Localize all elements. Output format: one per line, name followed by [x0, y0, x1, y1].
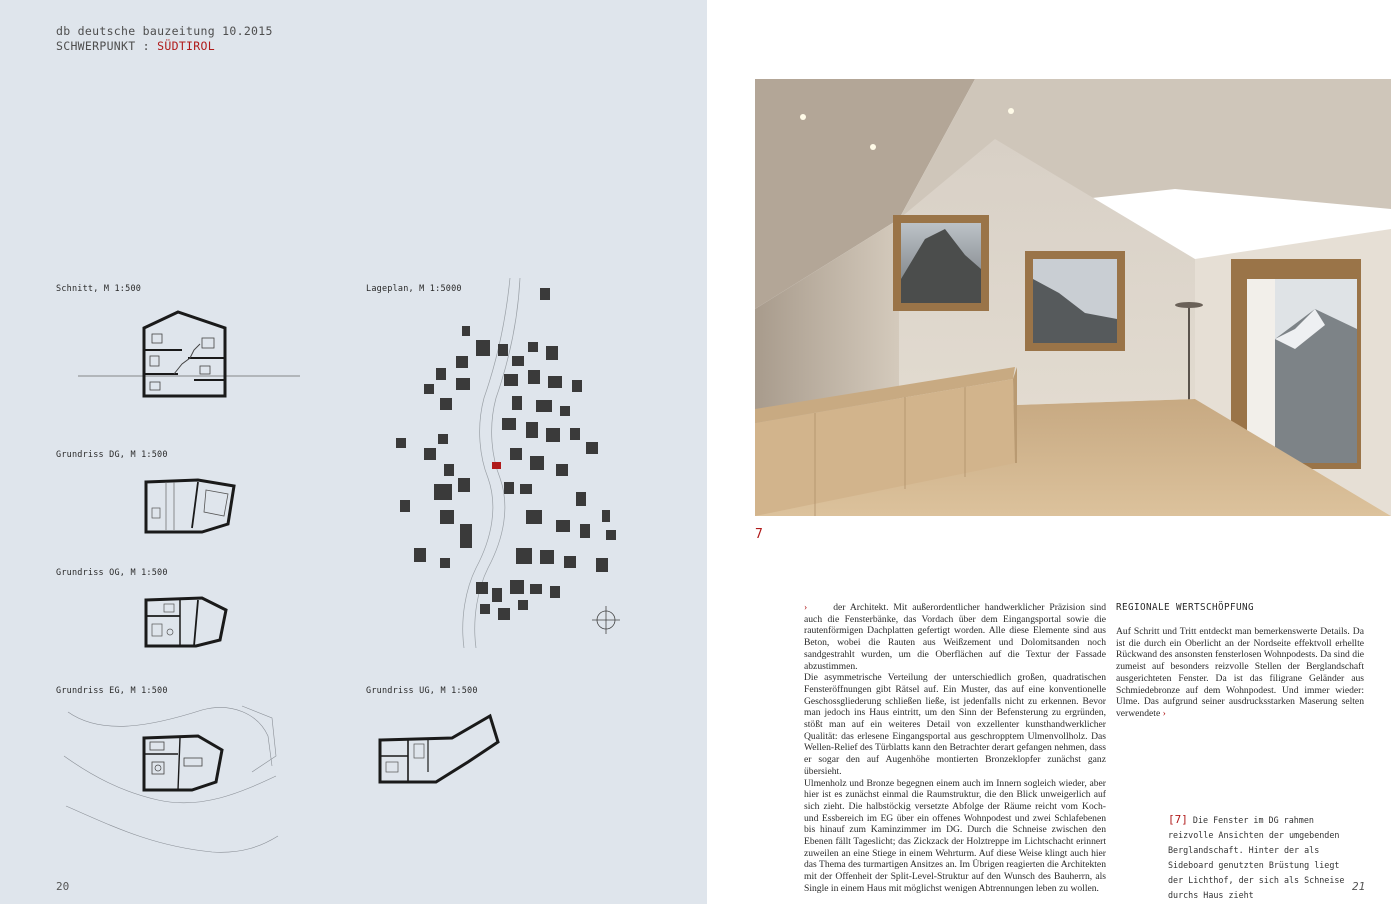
- schnitt-label: Schnitt, M 1:500: [56, 284, 142, 294]
- publication-line: db deutsche bauzeitung 10.2015: [56, 24, 273, 38]
- grundriss-eg-label: Grundriss EG, M 1:500: [56, 686, 168, 696]
- figure-caption: [1168, 812, 1346, 903]
- grundriss-ug-label: Grundriss UG, M 1:500: [366, 686, 478, 696]
- section-line: [56, 39, 273, 54]
- running-header: [56, 24, 273, 54]
- section-label: SCHWERPUNKT :: [56, 39, 150, 53]
- site-plan-drawing: [380, 278, 640, 658]
- paragraph-2: Die asymmetrische Verteilung der unterschiedlich großen, quadratischen Fensteröffnungen gibt Rätsel auf. Ein Muster, das auf eine konventionelle Geschossgliederung schließen ließe, ist jedenfalls nicht zu erkennen. Bevor man jedoch ins Haus eintritt, um den Sinn der Befensterung zu ergründen, stößt man auf ein weiteres Detail von exzellenter kunsthandwerklicher Qualität: das erlesene Eingangsportal aus geschropptem Ulmenvollholz. Das Wellen-Relief des Türblatts kann den Betrachter derart gefangen nehmen, dass er sogar den auf Augenhöhe montierten Bronzeklopfer zunächst ganz übersieht.: [804, 672, 1106, 777]
- article-column-1: [804, 602, 1106, 895]
- grundriss-og-label: Grundriss OG, M 1:500: [56, 568, 168, 578]
- floorplan-dg-drawing: [136, 472, 240, 544]
- end-mark: ›: [1162, 707, 1166, 719]
- page-number-left: 20: [56, 880, 70, 893]
- paragraph-1-text: der Architekt. Mit außerordentlicher handwerklicher Präzision sind auch die Fensterbänke, das Vordach über dem Eingangsportal sowie die rautenförmigen Dachplatten gefertigt worden. Alle diese Elemente sind aus Beton, wobei die Rauten aus Weißzement und Dolomitsanden noch sandgestrahlt wurden, um die Oberflächen auf die Textur der Fassade abzustimmen.: [804, 602, 1106, 672]
- interior-photo: [755, 79, 1391, 516]
- figure-number: 7: [755, 527, 763, 542]
- page-number-right: 21: [1352, 880, 1366, 893]
- section-drawing: [78, 310, 302, 410]
- lageplan-label: Lageplan, M 1:5000: [366, 284, 462, 294]
- paragraph-col2: [1116, 626, 1364, 720]
- floorplan-og-drawing: [136, 592, 240, 654]
- grundriss-dg-label: Grundriss DG, M 1:500: [56, 450, 168, 460]
- section-heading: REGIONALE WERTSCHÖPFUNG: [1116, 602, 1254, 613]
- caption-ref: [7]: [1168, 813, 1188, 826]
- floorplan-eg-drawing: [62, 696, 282, 876]
- caption-text: Die Fenster im DG rahmen reizvolle Ansichten der umgebenden Berglandschaft. Hinter der als Sideboard genutzten Brüstung liegt der Lichthof, der sich als Schneise durchs Haus zieht: [1168, 815, 1345, 900]
- paragraph-1: [804, 602, 1106, 672]
- article-column-2: [1116, 626, 1364, 720]
- paragraph-col2-text: Auf Schritt und Tritt entdeckt man bemerkenswerte Details. Da ist die durch ein Oberlicht an der Nordseite effektvoll erhellte Rückwand des ansonsten fensterlosen Wohnpodests. Da sind die zumeist auf besonders reizvolle Stellen der Berglandschaft ausgerichteten Fenster. Da ist das filigrane Geländer aus Schmiedebronze auf dem Wohnpodest. Und immer wieder: Ulme. Das aufgrund seiner ausdrucksstarken Maserung selten verwendete: [1116, 626, 1364, 719]
- topic-label: SÜDTIROL: [157, 39, 215, 53]
- continuation-mark: ›: [804, 602, 808, 613]
- paragraph-3: Ulmenholz und Bronze begegnen einem auch im Innern sogleich wieder, aber hier ist es zunächst einmal die Raumstruktur, die den Blick unweigerlich auf sich zieht. Die halbstöckig versetzte Abfolge der Räume reicht vom Koch- und Essbereich im EG über ein offenes Wohnpodest und zwei Schlafebenen bis hinauf zum Kaminzimmer im DG. Durch die Schneise zwischen den Ebenen fällt Tageslicht; das Zickzack der Holztreppe im Lichtschacht erinnert zuweilen an eine Stiege in einem Wehrturm. Auf diese Weise klingt auch hier das Thema des turmartigen Ansitzes an. Im Übrigen reagierten die Architekten mit der Offenheit der Split-Level-Struktur auf den Wunsch des Bauherrn, als Single in einem Haus mit möglichst wenigen Abtrennungen leben zu wollen.: [804, 777, 1106, 894]
- floorplan-ug-drawing: [372, 712, 512, 794]
